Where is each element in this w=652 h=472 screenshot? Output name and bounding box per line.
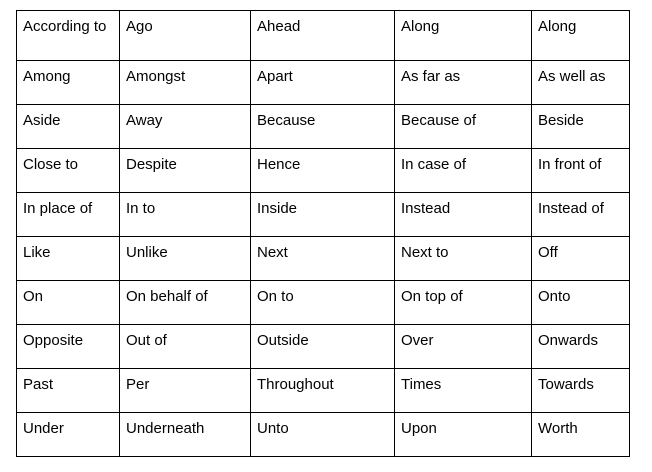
cell-text: Per bbox=[126, 376, 150, 393]
cell-text: Towards bbox=[538, 376, 594, 393]
cell-text: Close to bbox=[23, 156, 79, 173]
cell-text: In to bbox=[126, 200, 156, 217]
table-cell bbox=[17, 149, 120, 193]
cell-text: Off bbox=[538, 244, 558, 261]
cell-text: Along bbox=[401, 18, 440, 35]
table-cell bbox=[251, 237, 395, 281]
table-cell bbox=[251, 325, 395, 369]
table-row bbox=[17, 369, 630, 413]
table-cell bbox=[17, 325, 120, 369]
table-cell bbox=[395, 105, 532, 149]
cell-text: As far as bbox=[401, 68, 461, 85]
table-cell bbox=[532, 413, 630, 457]
table-row bbox=[17, 413, 630, 457]
cell-text: Instead of bbox=[538, 200, 604, 217]
table-cell bbox=[120, 61, 251, 105]
table-cell bbox=[120, 237, 251, 281]
table-cell bbox=[120, 413, 251, 457]
cell-text: Underneath bbox=[126, 420, 205, 437]
cell-text: Ago bbox=[126, 18, 153, 35]
table-cell bbox=[395, 413, 532, 457]
table-cell bbox=[532, 369, 630, 413]
table-cell bbox=[251, 149, 395, 193]
table-cell bbox=[395, 193, 532, 237]
cell-text: In place of bbox=[23, 200, 93, 217]
cell-text: Unto bbox=[257, 420, 289, 437]
cell-text: Out of bbox=[126, 332, 167, 349]
cell-text: On bbox=[23, 288, 44, 305]
cell-text: Away bbox=[126, 112, 163, 129]
table-cell bbox=[120, 105, 251, 149]
table-cell bbox=[251, 11, 395, 61]
cell-text: Unlike bbox=[126, 244, 168, 261]
cell-text: Instead bbox=[401, 200, 451, 217]
table-cell bbox=[120, 281, 251, 325]
cell-text: Beside bbox=[538, 112, 584, 129]
cell-text: Throughout bbox=[257, 376, 334, 393]
cell-text: Among bbox=[23, 68, 71, 85]
word-table bbox=[16, 10, 630, 457]
table-cell bbox=[17, 11, 120, 61]
table-cell bbox=[532, 149, 630, 193]
table-cell bbox=[532, 61, 630, 105]
cell-text: On behalf of bbox=[126, 288, 208, 305]
table-cell bbox=[395, 61, 532, 105]
table-cell bbox=[395, 325, 532, 369]
cell-text: Times bbox=[401, 376, 442, 393]
table-cell bbox=[532, 193, 630, 237]
table-cell bbox=[532, 281, 630, 325]
table-row bbox=[17, 149, 630, 193]
table-cell bbox=[395, 149, 532, 193]
cell-text: Apart bbox=[257, 68, 293, 85]
table-cell bbox=[532, 325, 630, 369]
cell-text: Next bbox=[257, 244, 288, 261]
cell-text: Worth bbox=[538, 420, 578, 437]
cell-text: Ahead bbox=[257, 18, 301, 35]
table-row bbox=[17, 281, 630, 325]
table-cell bbox=[532, 105, 630, 149]
table-row bbox=[17, 61, 630, 105]
table-cell bbox=[17, 281, 120, 325]
cell-text: Outside bbox=[257, 332, 309, 349]
table-cell bbox=[532, 237, 630, 281]
table-cell bbox=[17, 105, 120, 149]
table-cell bbox=[17, 61, 120, 105]
table-cell bbox=[251, 281, 395, 325]
word-table-body bbox=[17, 11, 630, 457]
cell-text: Next to bbox=[401, 244, 449, 261]
cell-text: Under bbox=[23, 420, 64, 437]
table-cell bbox=[17, 413, 120, 457]
cell-text: Onto bbox=[538, 288, 571, 305]
table-cell bbox=[120, 149, 251, 193]
table-cell bbox=[17, 193, 120, 237]
cell-text: Past bbox=[23, 376, 54, 393]
cell-text: Along bbox=[538, 18, 577, 35]
cell-text: Despite bbox=[126, 156, 177, 173]
cell-text: Amongst bbox=[126, 68, 186, 85]
cell-text: In case of bbox=[401, 156, 467, 173]
table-cell bbox=[251, 413, 395, 457]
table-cell bbox=[120, 325, 251, 369]
table-cell bbox=[251, 193, 395, 237]
table-cell bbox=[251, 369, 395, 413]
table-row bbox=[17, 105, 630, 149]
table-cell bbox=[17, 237, 120, 281]
table-cell bbox=[251, 61, 395, 105]
table-cell bbox=[120, 11, 251, 61]
table-cell bbox=[395, 369, 532, 413]
table-cell bbox=[395, 281, 532, 325]
table-row bbox=[17, 11, 630, 61]
cell-text: As well as bbox=[538, 68, 606, 85]
cell-text: Onwards bbox=[538, 332, 599, 349]
cell-text: Inside bbox=[257, 200, 298, 217]
table-row bbox=[17, 237, 630, 281]
table-cell bbox=[395, 11, 532, 61]
cell-text: Upon bbox=[401, 420, 437, 437]
table-cell bbox=[120, 193, 251, 237]
cell-text: According to bbox=[23, 18, 107, 35]
cell-text: On to bbox=[257, 288, 294, 305]
table-cell bbox=[17, 369, 120, 413]
cell-text: Hence bbox=[257, 156, 301, 173]
cell-text: On top of bbox=[401, 288, 463, 305]
cell-text: Like bbox=[23, 244, 51, 261]
table-cell bbox=[395, 237, 532, 281]
table-cell bbox=[120, 369, 251, 413]
cell-text: Aside bbox=[23, 112, 61, 129]
cell-text: Because of bbox=[401, 112, 477, 129]
table-cell bbox=[251, 105, 395, 149]
table-row bbox=[17, 325, 630, 369]
cell-text: Because bbox=[257, 112, 316, 129]
table-cell bbox=[532, 11, 630, 61]
cell-text: Opposite bbox=[23, 332, 84, 349]
cell-text: In front of bbox=[538, 156, 602, 173]
table-row bbox=[17, 193, 630, 237]
cell-text: Over bbox=[401, 332, 434, 349]
